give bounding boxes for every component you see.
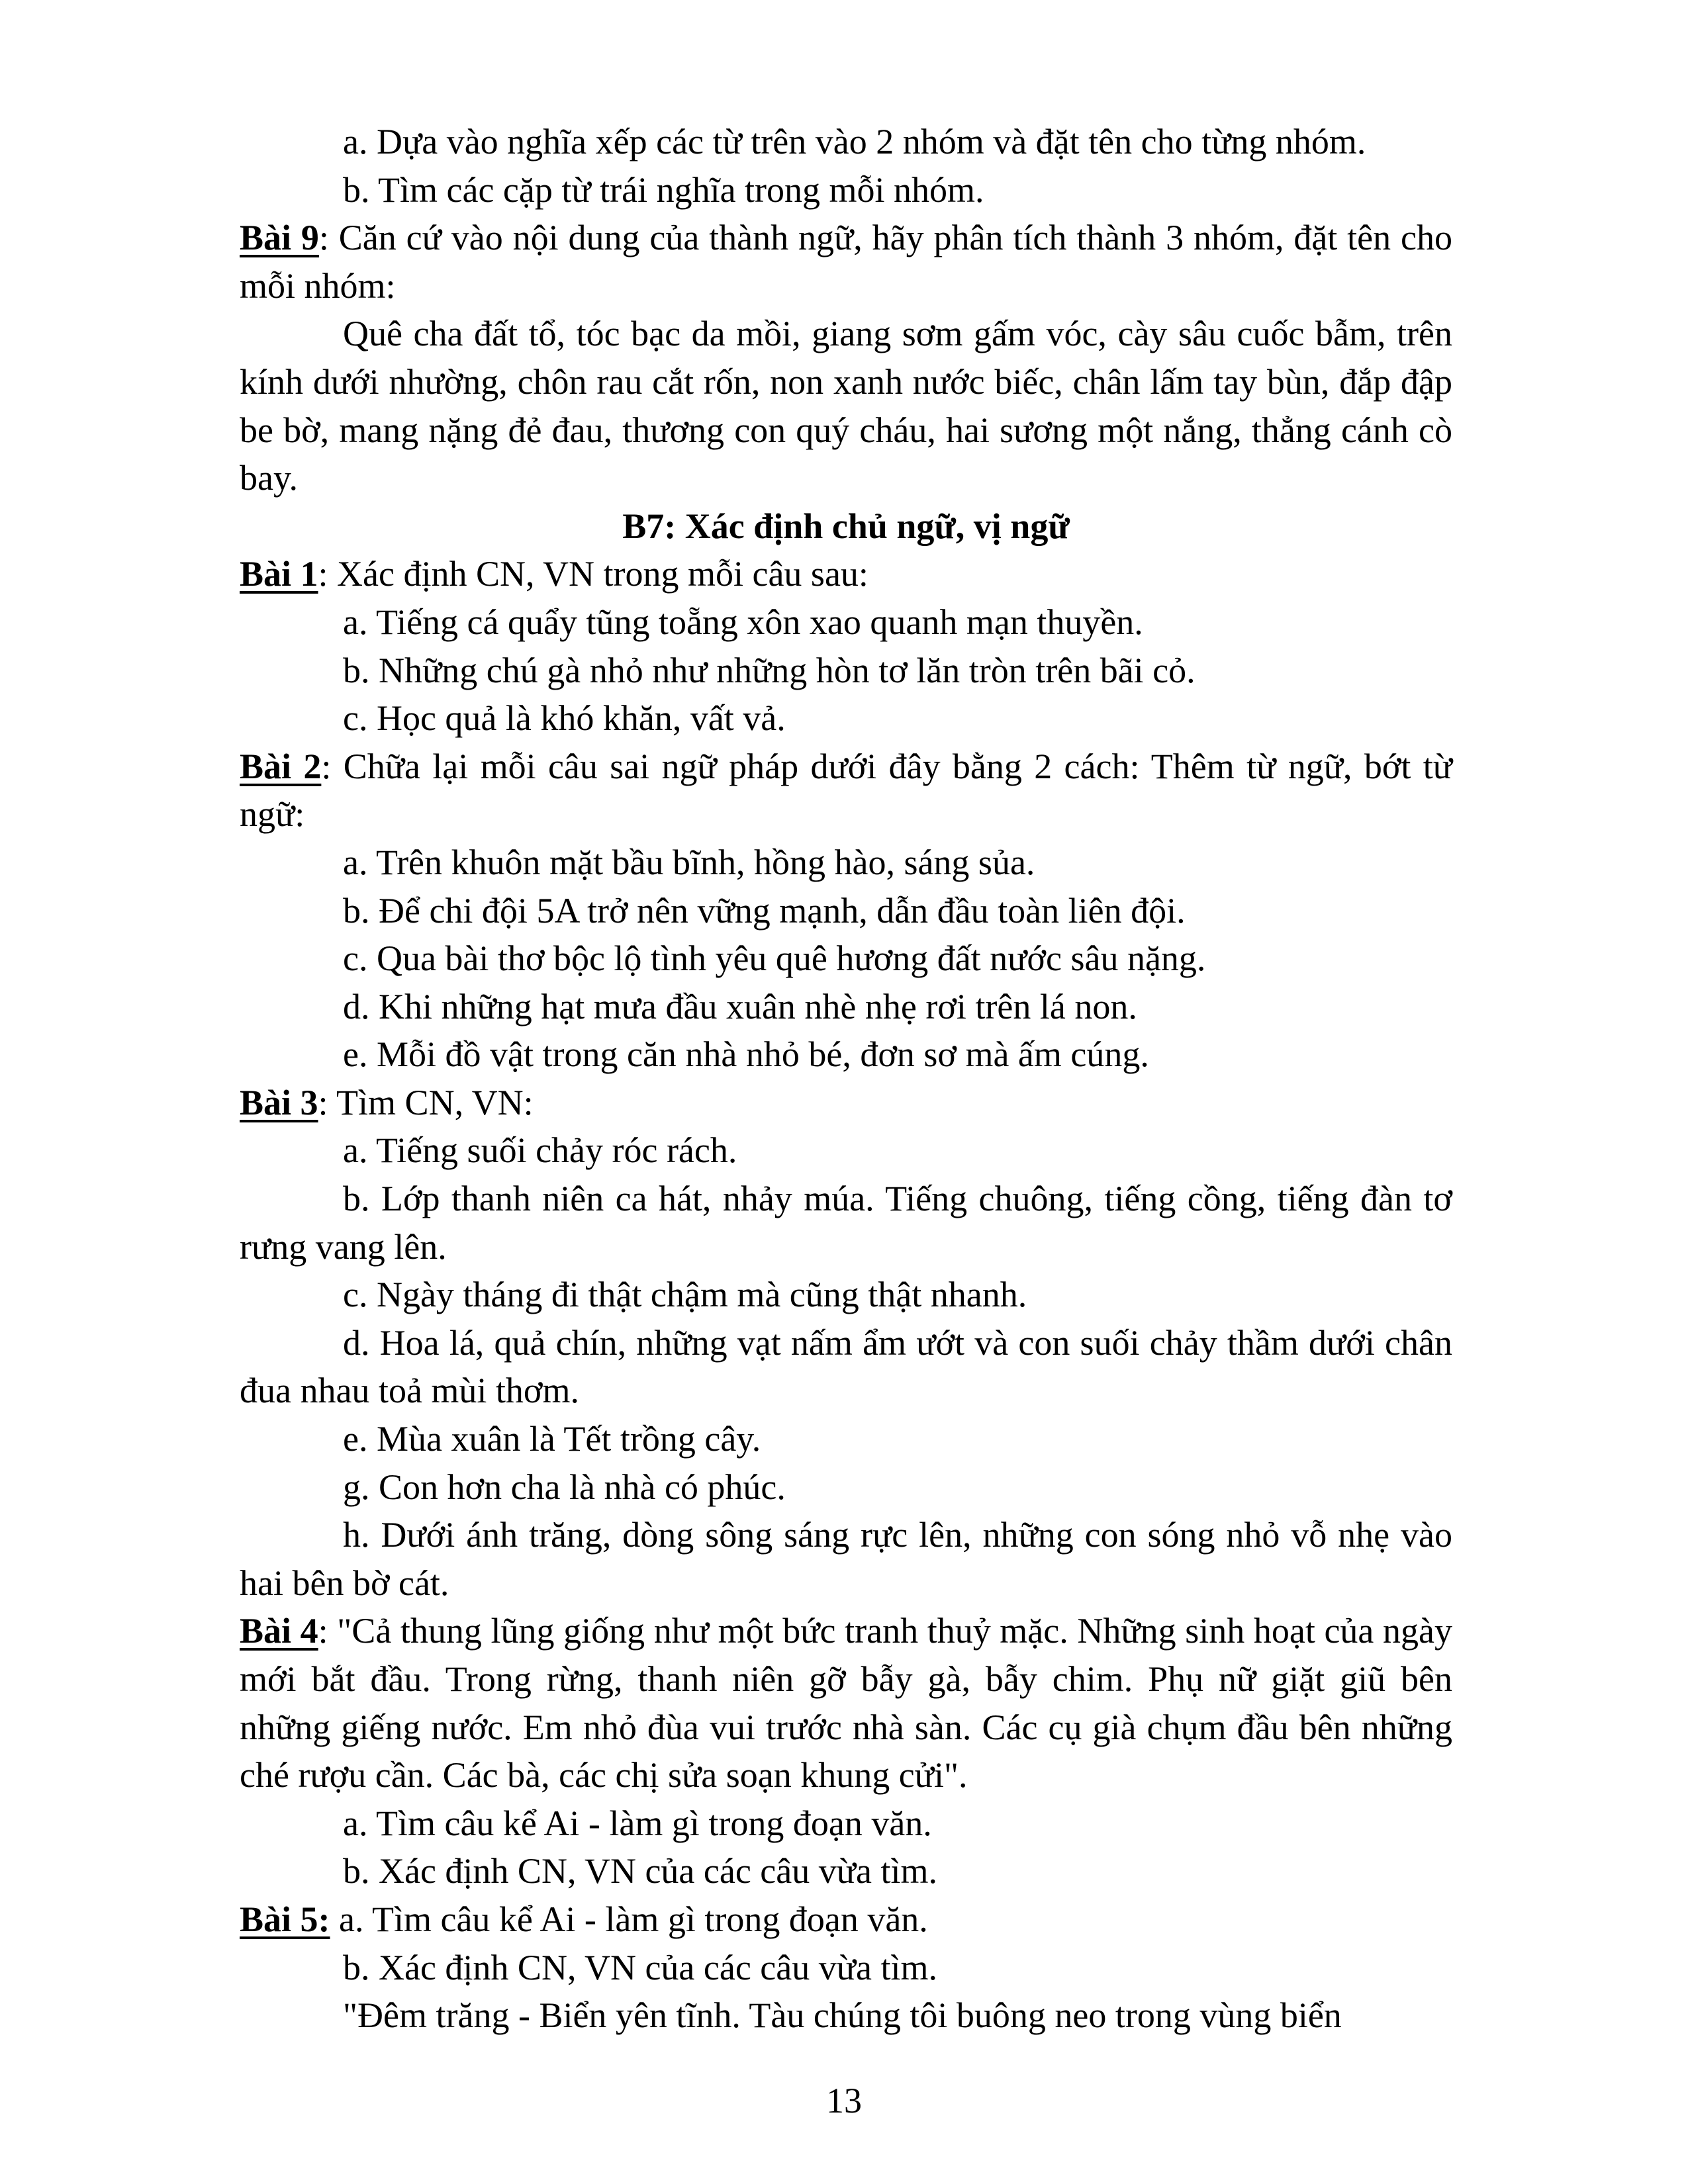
exercise-bai-3 xyxy=(240,1079,1452,1127)
exercise-item: c. Ngày tháng đi thật chậm mà cũng thật nhanh. xyxy=(343,1275,1027,1315)
exercise-item: g. Con hơn cha là nhà có phúc. xyxy=(343,1467,786,1507)
exercise-line: b. Tìm các cặp từ trái nghĩa trong mỗi nhóm. xyxy=(343,169,984,210)
exercise-label: Bài 1 xyxy=(240,554,318,594)
exercise-item: b. Lớp thanh niên ca hát, nhảy múa. Tiếng chuông, tiếng cồng, tiếng đàn tơ rưng vang lên. xyxy=(240,1179,1452,1267)
exercise-label: Bài 3 xyxy=(240,1082,318,1122)
exercise-prompt: : "Cả thung lũng giống như một bức tranh thuỷ mặc. Những sinh hoạt của ngày mới bắt đầu. Trong rừng, thanh niên gỡ bẫy gà, bẫy chim. Phụ nữ giặt giũ bên những giếng nước. Em nhỏ đùa vui trước nhà sàn. Các cụ già chụm đầu bên những ché rượu cần. Các bà, các chị sửa soạn khung cửi". xyxy=(240,1611,1452,1796)
exercise-label: Bài 4 xyxy=(240,1611,318,1651)
exercise-item: d. Khi những hạt mưa đầu xuân nhè nhẹ rơi trên lá non. xyxy=(343,986,1137,1026)
exercise-item: b. Xác định CN, VN của các câu vừa tìm. xyxy=(343,1947,937,1987)
exercise-item: a. Trên khuôn mặt bầu bĩnh, hồng hào, sáng sủa. xyxy=(343,842,1035,882)
exercise-bai-4 xyxy=(240,1607,1452,1799)
exercise-prompt: a. Tìm câu kể Ai - làm gì trong đoạn văn. xyxy=(330,1899,928,1939)
exercise-label: Bài 9 xyxy=(240,218,319,258)
page-number: 13 xyxy=(826,2081,862,2120)
exercise-item: c. Học quả là khó khăn, vất vả. xyxy=(343,698,786,739)
exercise-item: e. Mùa xuân là Tết trồng cây. xyxy=(343,1419,761,1459)
exercise-bai-2 xyxy=(240,743,1452,839)
exercise-prompt: : Chữa lại mỗi câu sai ngữ pháp dưới đây bằng 2 cách: Thêm từ ngữ, bớt từ ngữ: xyxy=(240,746,1452,835)
exercise-bai-5 xyxy=(240,1895,1452,1944)
document-page xyxy=(240,118,1452,2040)
exercise-prompt: : Căn cứ vào nội dung của thành ngữ, hãy phân tích thành 3 nhóm, đặt tên cho mỗi nhóm: xyxy=(240,218,1452,306)
exercise-line: a. Dựa vào nghĩa xếp các từ trên vào 2 nhóm và đặt tên cho từng nhóm. xyxy=(343,122,1366,161)
idiom-list: Quê cha đất tổ, tóc bạc da mồi, giang sơm gấm vóc, cày sâu cuốc bẫm, trên kính dưới nhường, chôn rau cắt rốn, non xanh nước biếc, chân lấm tay bùn, đắp đập be bờ, mang nặng đẻ đau, thương con quý cháu, hai sương một nắng, thẳng cánh cò bay. xyxy=(240,314,1452,498)
exercise-item: a. Tiếng suối chảy róc rách. xyxy=(343,1130,737,1171)
exercise-bai-1 xyxy=(240,550,1452,598)
exercise-item: b. Những chú gà nhỏ như những hòn tơ lăn tròn trên bãi cỏ. xyxy=(343,650,1196,690)
exercise-item: a. Tìm câu kể Ai - làm gì trong đoạn văn. xyxy=(343,1803,932,1843)
exercise-prompt: : Tìm CN, VN: xyxy=(318,1082,534,1122)
exercise-item: e. Mỗi đồ vật trong căn nhà nhỏ bé, đơn sơ mà ấm cúng. xyxy=(343,1034,1149,1075)
exercise-bai-9 xyxy=(240,214,1452,310)
section-title: B7: Xác định chủ ngữ, vị ngữ xyxy=(622,506,1070,546)
exercise-item: b. Để chi đội 5A trở nên vững mạnh, dẫn đầu toàn liên đội. xyxy=(343,890,1186,931)
exercise-prompt: : Xác định CN, VN trong mỗi câu sau: xyxy=(318,554,868,594)
exercise-item: d. Hoa lá, quả chín, những vạt nấm ẩm ướt và con suối chảy thầm dưới chân đua nhau toả mùi thơm. xyxy=(240,1322,1452,1411)
exercise-item: b. Xác định CN, VN của các câu vừa tìm. xyxy=(343,1851,937,1891)
exercise-label: Bài 5: xyxy=(240,1899,330,1939)
quote-start: "Đêm trăng - Biển yên tĩnh. Tàu chúng tôi buông neo trong vùng biển xyxy=(343,1995,1342,2036)
exercise-item: h. Dưới ánh trăng, dòng sông sáng rực lên, những con sóng nhỏ vỗ nhẹ vào hai bên bờ cát. xyxy=(240,1515,1452,1603)
exercise-item: a. Tiếng cá quẩy tũng toẵng xôn xao quanh mạn thuyền. xyxy=(343,602,1143,642)
exercise-item: c. Qua bài thơ bộc lộ tình yêu quê hương đất nước sâu nặng. xyxy=(343,938,1206,979)
exercise-label: Bài 2 xyxy=(240,746,322,786)
